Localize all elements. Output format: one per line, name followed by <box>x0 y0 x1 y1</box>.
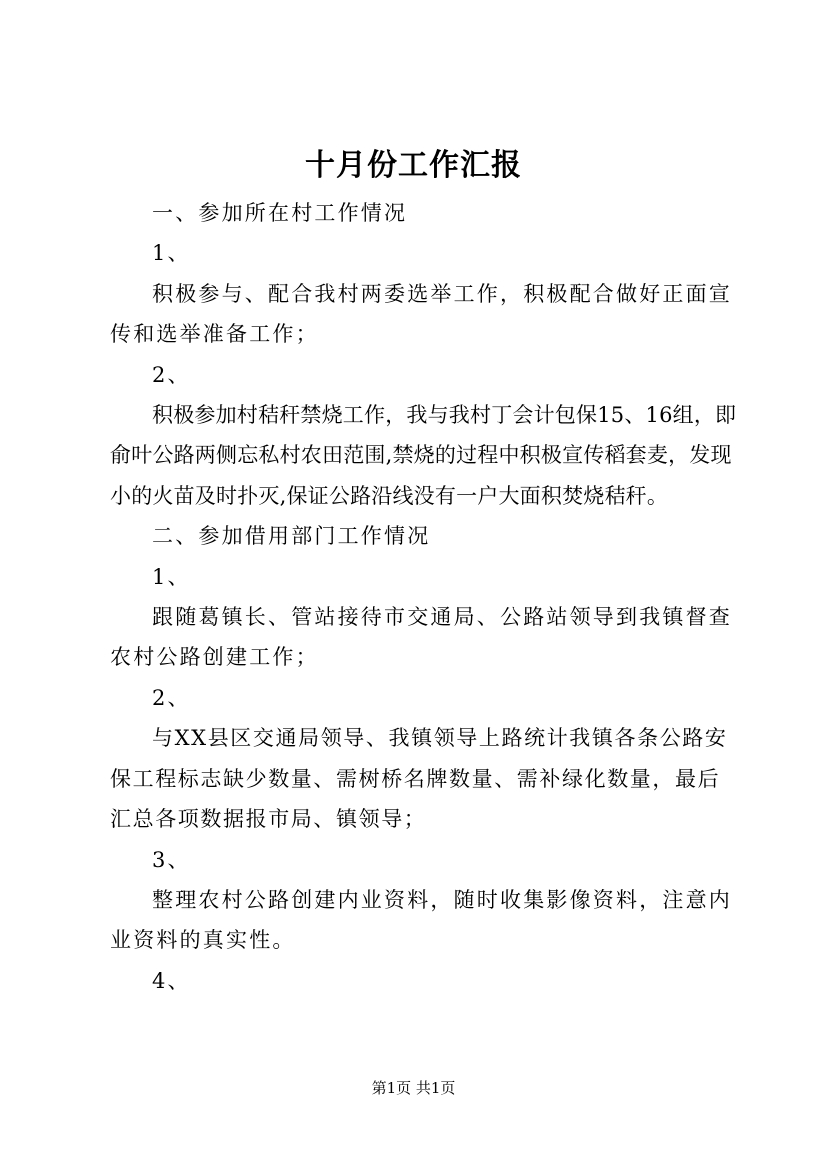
item-number: 2、 <box>152 362 191 387</box>
paragraph: 跟随葛镇长、管站接待市交通局、公路站领导到我镇督查农村公路创建工作； <box>110 605 732 670</box>
item-number: 4、 <box>152 968 191 993</box>
paragraph: 整理农村公路创建内业资料，随时收集影像资料，注意内业资料的真实性。 <box>110 887 732 953</box>
item-number: 3、 <box>152 847 191 872</box>
paragraph: 积极参与、配合我村两委选举工作，积极配合做好正面宣传和选举准备工作； <box>110 281 732 347</box>
document-title: 十月份工作汇报 <box>305 148 522 183</box>
paragraph: 与XX县区交通局领导、我镇领导上路统计我镇各条公路安保工程标志缺少数量、需树桥名牌数量、需补绿化数量，最后汇总各项数据报市局、镇领导； <box>110 726 728 832</box>
document-body <box>110 193 738 1001</box>
paragraph: 积极参加村秸秆禁烧工作，我与我村丁会计包保15、16组，即俞叶公路两侧忘私村农田范围,禁烧的过程中积极宣传稻套麦，发现小的火苗及时扑灭,保证公路沿线没有一户大面积焚烧秸秆。 <box>110 403 737 508</box>
item-number: 1、 <box>152 564 191 589</box>
page-footer: 第1页 共1页 <box>371 1079 456 1097</box>
item-number: 2、 <box>152 685 191 710</box>
item-number: 1、 <box>152 241 191 266</box>
section-heading-1: 一、参加所在村工作情况 <box>152 201 408 225</box>
section-heading-2: 二、参加借用部门工作情况 <box>152 524 431 549</box>
